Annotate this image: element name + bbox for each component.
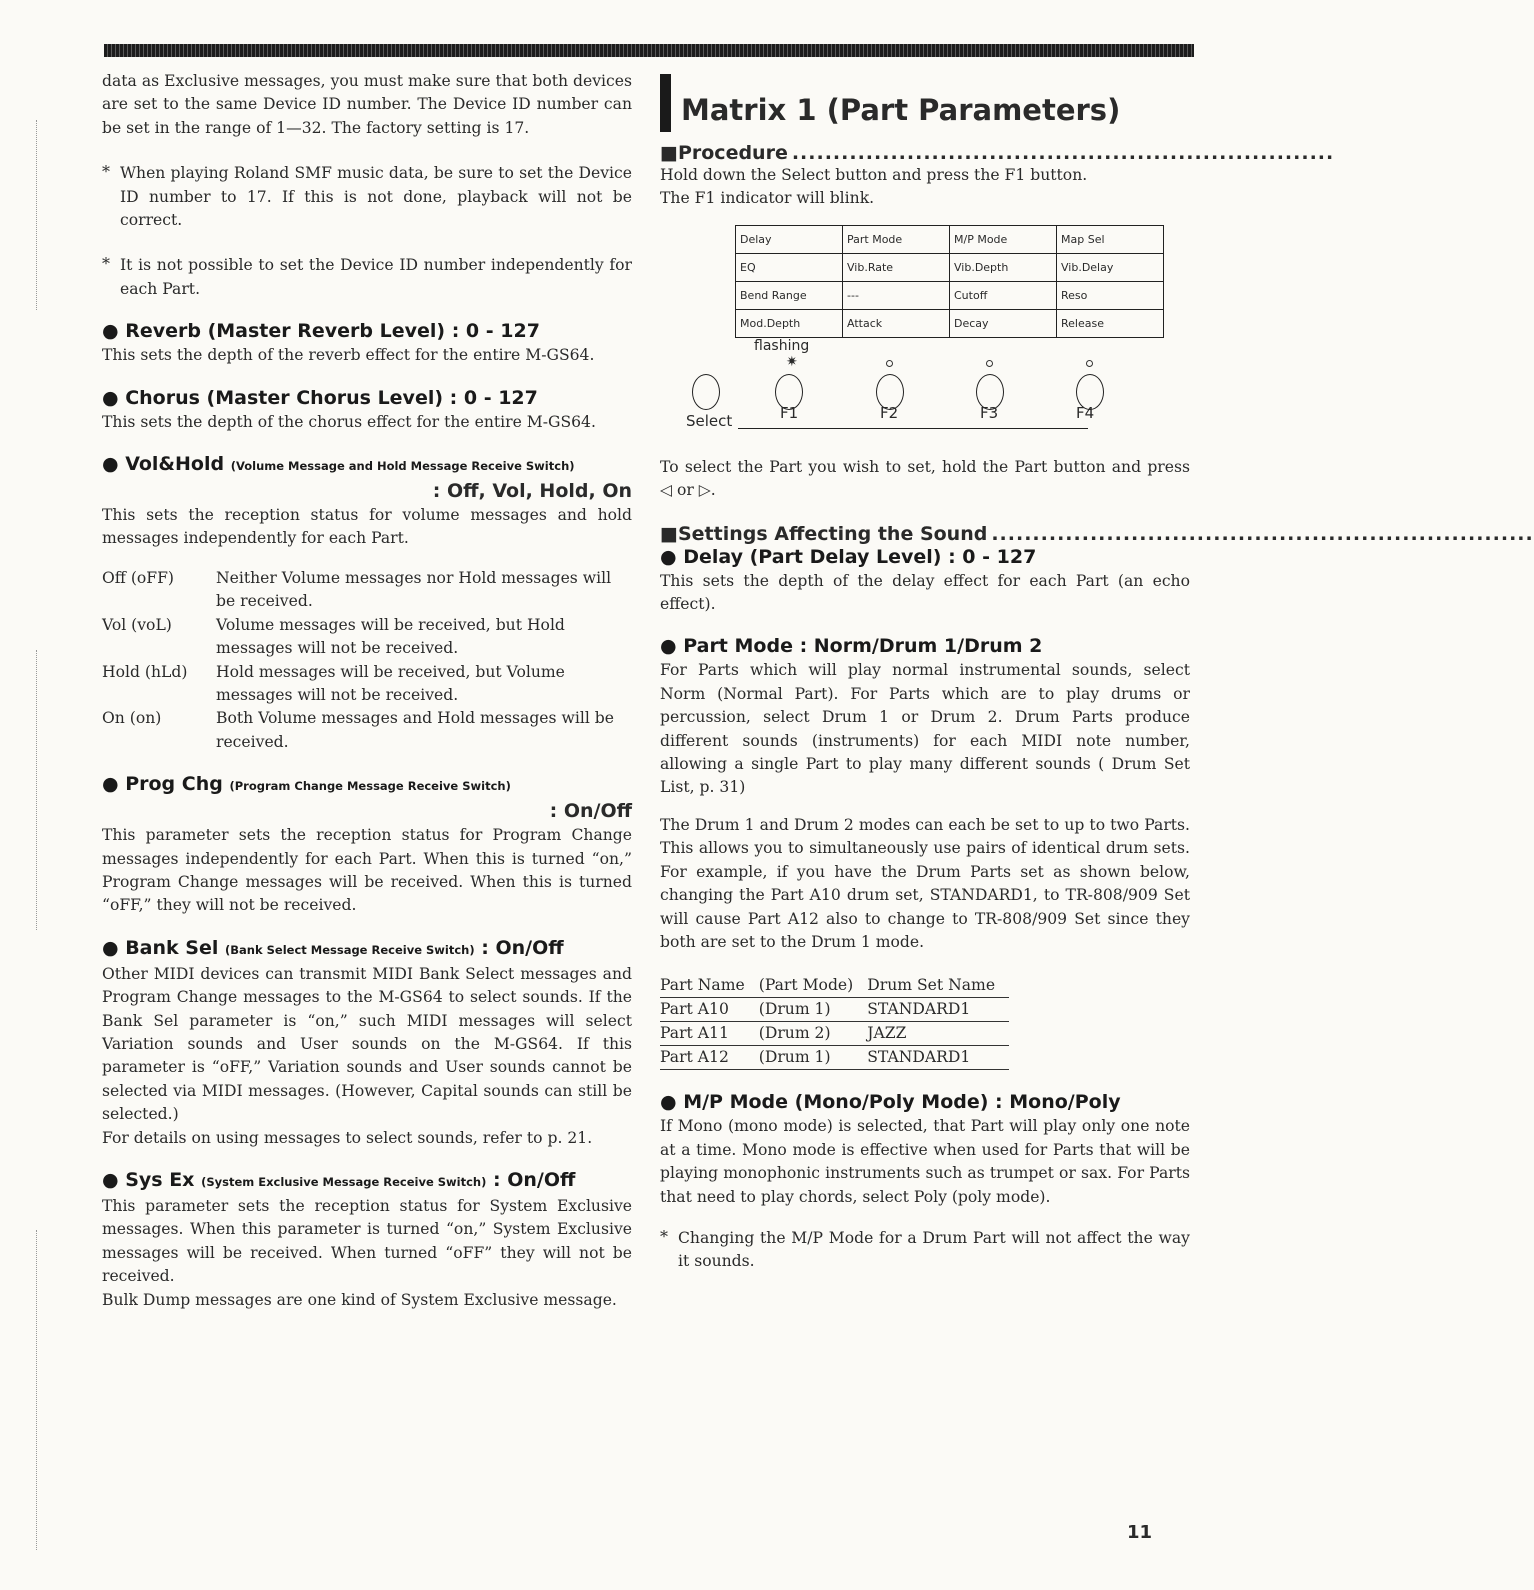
matrix-cell: Decay xyxy=(950,309,1057,337)
volhold-body: This sets the reception status for volume messages and hold messages independently for each Part. xyxy=(102,506,632,548)
volhold-heading: ● Vol&Hold (Volume Message and Hold Message Receive Switch) xyxy=(102,453,575,476)
select-label: Select xyxy=(686,411,733,430)
flashing-label: flashing xyxy=(754,337,810,354)
mpmode-note: * Changing the M/P Mode for a Drum Part will not affect the way it sounds. xyxy=(660,1226,1190,1271)
sysex-body2: Bulk Dump messages are one kind of System Exclusive message. xyxy=(102,1290,617,1309)
chorus-body: This sets the depth of the chorus effect for the entire M-GS64. xyxy=(102,412,596,431)
reverb-section xyxy=(102,319,632,367)
leader-dots: .................................................................. xyxy=(791,142,1335,164)
right-column xyxy=(660,70,1534,1274)
banksel-section xyxy=(102,936,632,1150)
volhold-section xyxy=(102,452,632,754)
matrix-cell: --- xyxy=(843,281,950,309)
mpmode-heading: ● M/P Mode (Mono/Poly Mode) : Mono/Poly xyxy=(660,1091,1121,1114)
partmode-section xyxy=(660,634,1190,954)
select-part-note: To select the Part you wish to set, hold the Part button and press ◁ or ▷. xyxy=(660,457,1190,500)
matrix-cell: Vib.Rate xyxy=(843,253,950,281)
table-row: Part A12 (Drum 1) STANDARD1 xyxy=(660,1046,1009,1070)
banksel-heading: ● Bank Sel (Bank Select Message Receive Switch) : On/Off xyxy=(102,936,564,959)
partmode-heading: ● Part Mode : Norm/Drum 1/Drum 2 xyxy=(660,635,1043,658)
asterisk-icon: * xyxy=(660,1226,668,1246)
volhold-range: : Off, Vol, Hold, On xyxy=(432,480,632,503)
table-row: Part A11 (Drum 2) JAZZ xyxy=(660,1022,1009,1046)
left-column xyxy=(102,70,632,1312)
reverb-heading: ● Reverb (Master Reverb Level) : 0 - 127 xyxy=(102,320,540,343)
option-row: Vol (voL) Volume messages will be received, but Hold messages will not be received. xyxy=(102,615,565,658)
section-title: Matrix 1 (Part Parameters) xyxy=(660,88,1190,132)
f4-label: F4 xyxy=(1076,403,1095,422)
select-button[interactable] xyxy=(692,374,720,410)
table-row: Part A10 (Drum 1) STANDARD1 xyxy=(660,998,1009,1022)
top-rule xyxy=(104,44,1194,57)
option-row: Off (oFF) Neither Volume messages nor Hold messages will be received. xyxy=(102,568,612,611)
f3-label: F3 xyxy=(980,403,999,422)
margin-mark xyxy=(36,650,38,930)
asterisk-icon: * xyxy=(102,254,110,274)
progchg-heading: ● Prog Chg (Program Change Message Receive Switch) xyxy=(102,773,511,796)
matrix-cell: Bend Range xyxy=(736,281,843,309)
partmode-body2: The Drum 1 and Drum 2 modes can each be set to up to two Parts. This allows you to simultaneously use pairs of identical drum sets. For example, if you have the Drum Parts set as shown below, changing the Part A10 drum set, STANDARD1, to TR-808/909 Set will cause Part A12 also to change to TR-808/909 Set since they both are set to the Drum 1 mode. xyxy=(660,815,1190,951)
margin-mark xyxy=(36,1230,38,1550)
progchg-body: This parameter sets the reception status for Program Change messages independently for each Part. When this is turned “on,” Program Change messages will be received. When this is turned “oFF,” they will not be received. xyxy=(102,826,632,915)
led-icon xyxy=(1086,360,1093,367)
matrix-cell: Release xyxy=(1057,309,1164,337)
matrix-cell: Delay xyxy=(736,225,843,253)
leader-dots: .................................................................. xyxy=(991,522,1534,545)
drum-set-table xyxy=(660,974,1009,1070)
title-bar xyxy=(660,74,671,132)
matrix-cell: EQ xyxy=(736,253,843,281)
sysex-section xyxy=(102,1168,632,1312)
matrix-cell: Map Sel xyxy=(1057,225,1164,253)
partmode-body: For Parts which will play normal instrumental sounds, select Norm (Normal Part). For Parts which are to play drums or percussion, select Drum 1 or Drum 2. Drum Parts produce different sounds (instruments) for each MIDI note number, allowing a single Part to play many different sounds ( Drum Set List, p. 31) xyxy=(660,661,1190,797)
delay-section xyxy=(660,545,1190,617)
sysex-heading: ● Sys Ex (System Exclusive Message Receive Switch) : On/Off xyxy=(102,1169,576,1191)
matrix-cell: Part Mode xyxy=(843,225,950,253)
matrix-diagram xyxy=(735,225,1190,338)
parameter-matrix xyxy=(735,225,1164,338)
chorus-heading: ● Chorus (Master Chorus Level) : 0 - 127 xyxy=(102,386,538,409)
procedure-heading: ■ Procedure .................................................................. xyxy=(660,142,1335,164)
option-row: On (on) Both Volume messages and Hold messages will be received. xyxy=(102,709,614,751)
matrix-cell: Vib.Delay xyxy=(1057,253,1164,281)
f2-label: F2 xyxy=(880,403,899,422)
led-icon xyxy=(886,360,893,367)
volhold-options xyxy=(102,567,632,754)
procedure-line-2: The F1 indicator will blink. xyxy=(660,189,875,208)
option-row: Hold (hLd) Hold messages will be received, but Volume messages will not be received. xyxy=(102,662,565,704)
reverb-body: This sets the depth of the reverb effect for the entire M-GS64. xyxy=(102,346,595,365)
mpmode-section xyxy=(660,1090,1190,1273)
margin-mark xyxy=(36,120,38,310)
matrix-cell: Mod.Depth xyxy=(736,309,843,337)
matrix-cell: Cutoff xyxy=(950,281,1057,309)
banksel-body2: For details on using messages to select sounds, refer to p. 21. xyxy=(102,1128,593,1147)
page-number: 11 xyxy=(1127,1522,1153,1543)
matrix-cell: M/P Mode xyxy=(950,225,1057,253)
asterisk-icon: * xyxy=(102,162,110,182)
matrix-cell: Reso xyxy=(1057,281,1164,309)
note-device-id-part: * It is not possible to set the Device ID number independently for each Part. xyxy=(102,254,632,298)
settings-heading: ■ Settings Affecting the Sound .................................................................. xyxy=(660,522,1534,545)
delay-heading: ● Delay (Part Delay Level) : 0 - 127 xyxy=(660,545,1037,568)
banksel-body: Other MIDI devices can transmit MIDI Bank Select messages and Program Change messages to the M-GS64 to select sounds. If the Bank Sel parameter is “on,” such MIDI messages will select Variation sounds and User sounds on the M-GS64. If this parameter is “oFF,” Variation sounds and User sounds cannot be selected via MIDI messages. (However, Capital sounds can still be selected.) xyxy=(102,964,632,1124)
led-icon xyxy=(986,360,993,367)
intro-paragraph: data as Exclusive messages, you must make sure that both devices are set to the same Device ID number. The Device ID number can be set in the range of 1—32. The factory setting is 17. xyxy=(102,72,632,137)
matrix-cell: Vib.Depth xyxy=(950,253,1057,281)
mpmode-body: If Mono (mono mode) is selected, that Part will play only one note at a time. Mono mode is effective when used for Parts that will be playing monophonic instruments such as trumpet or sax. For Parts that need to play chords, select Poly (poly mode). xyxy=(660,1117,1190,1206)
f1-label: F1 xyxy=(780,403,799,422)
baseline-rule xyxy=(738,428,1088,429)
matrix-cell: Attack xyxy=(843,309,950,337)
note-device-id-17: * When playing Roland SMF music data, be sure to set the Device ID number to 17. If this is not done, playback will not be correct. xyxy=(102,162,632,230)
table-header-row: Part Name (Part Mode) Drum Set Name xyxy=(660,974,1009,998)
progchg-range: : On/Off xyxy=(549,800,632,823)
flashing-led-icon: ✷ xyxy=(786,353,798,370)
progchg-section xyxy=(102,772,632,918)
delay-body: This sets the depth of the delay effect for each Part (an echo effect). xyxy=(660,571,1190,614)
button-panel xyxy=(660,338,1190,438)
chorus-section xyxy=(102,386,632,434)
procedure-line-1: Hold down the Select button and press the F1 button. xyxy=(660,166,1088,184)
sysex-body: This parameter sets the reception status for System Exclusive messages. When this parameter is turned “on,” System Exclusive messages will be received. When turned “oFF” they will not be received. xyxy=(102,1197,632,1286)
